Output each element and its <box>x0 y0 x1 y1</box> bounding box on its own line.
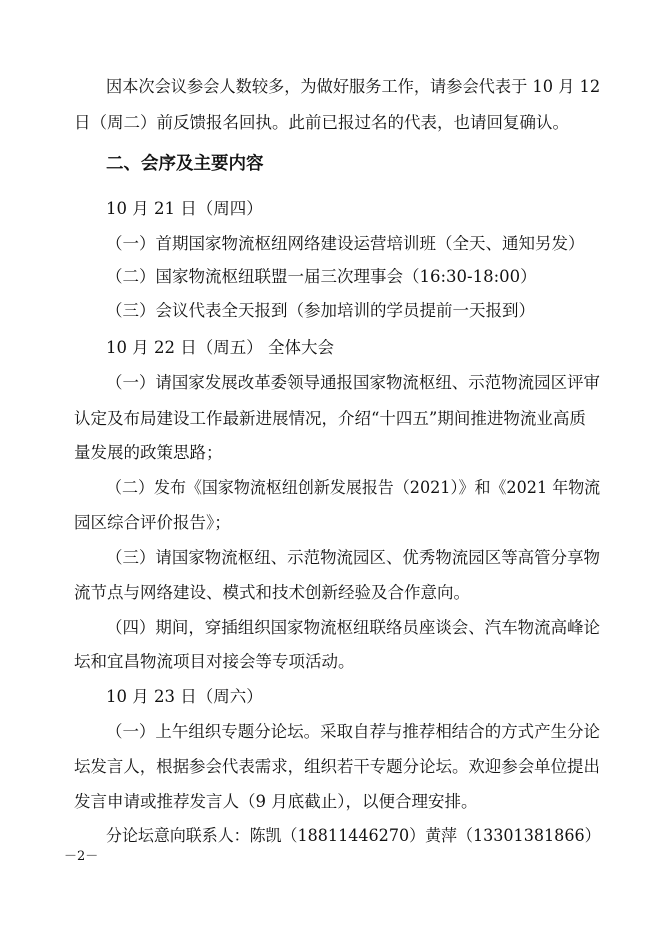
day3-item-1-line-1: （一）上午组织专题分论坛。采取自荐与推荐相结合的方式产生分论 <box>106 722 601 741</box>
day1-date: 10 月 21 日（周四） <box>106 199 263 218</box>
day1-item-3: （三）会议代表全天报到（参加培训的学员提前一天报到） <box>106 301 535 320</box>
day1-item-2: （二）国家物流枢纽联盟一届三次理事会（16:30-18:00） <box>106 267 537 286</box>
day3-date: 10 月 23 日（周六） <box>106 687 263 706</box>
section-heading: 二、会序及主要内容 <box>106 154 264 174</box>
day2-item-2-line-2: 园区综合评价报告》； <box>74 513 231 532</box>
day1-item-1: （一）首期国家物流枢纽网络建设运营培训班（全天、通知另发） <box>106 234 585 253</box>
day2-item-1-line-1: （一）请国家发展改革委领导通报国家物流枢纽、示范物流园区评审 <box>106 373 601 392</box>
day3-contacts: 分论坛意向联系人：陈凯（18811446270）黄萍（13301381866） <box>106 826 601 845</box>
day2-date: 10 月 22 日（周五） 全体大会 <box>106 338 334 357</box>
day2-item-3-line-2: 流节点与网络建设、模式和技术创新经验及合作意向。 <box>74 583 470 602</box>
registration-para-line-2: 日（周二）前反馈报名回执。此前已报过名的代表，也请回复确认。 <box>74 113 569 132</box>
day2-item-4-line-2: 坛和宜昌物流项目对接会等专项活动。 <box>74 652 355 671</box>
day2-item-3-line-1: （三）请国家物流枢纽、示范物流园区、优秀物流园区等高管分享物 <box>106 548 601 567</box>
day2-item-4-line-1: （四）期间，穿插组织国家物流枢纽联络员座谈会、汽车物流高峰论 <box>106 618 601 637</box>
page-number: －2－ <box>64 849 99 864</box>
day2-item-2-line-1: （二）发布《国家物流枢纽创新发展报告（2021）》和《2021 年物流 <box>106 478 601 497</box>
day2-item-1-line-2: 认定及布局建设工作最新进展情况，介绍“十四五”期间推进物流业高质 <box>74 409 586 428</box>
day3-item-1-line-3: 发言申请或推荐发言人（9 月底截止），以便合理安排。 <box>74 792 478 811</box>
registration-para-line-1: 因本次会议参会人数较多，为做好服务工作，请参会代表于 10 月 12 <box>106 77 601 96</box>
day3-item-1-line-2: 坛发言人，根据参会代表需求，组织若干专题分论坛。欢迎参会单位提出 <box>74 757 600 776</box>
day2-item-1-line-3: 量发展的政策思路； <box>74 443 223 462</box>
